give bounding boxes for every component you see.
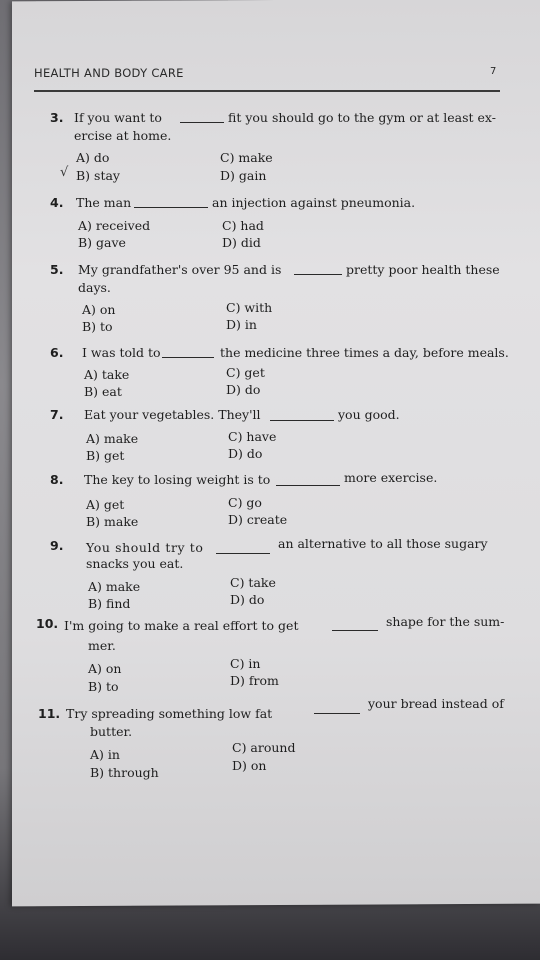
option-a: A) get — [86, 497, 125, 512]
question-text: an alternative to all those sugary — [278, 536, 488, 551]
question-number: 7. — [50, 407, 64, 422]
question-text: ercise at home. — [74, 128, 172, 143]
question-text: the medicine three times a day, before meals. — [220, 345, 509, 360]
option-d: D) do — [230, 592, 265, 607]
answer-blank — [294, 274, 342, 275]
answer-blank — [270, 420, 334, 421]
section-title: HEALTH AND BODY CARE — [34, 66, 184, 80]
option-c: C) had — [222, 218, 264, 233]
question-text: shape for the sum- — [386, 614, 505, 629]
question-number: 11. — [38, 706, 61, 721]
option-b: B) gave — [78, 235, 126, 250]
question-number: 6. — [50, 345, 64, 360]
answer-blank — [216, 553, 270, 554]
question-text: snacks you eat. — [86, 556, 184, 571]
answer-blank — [276, 485, 340, 486]
option-b: B) stay — [76, 168, 120, 183]
option-b: B) find — [88, 596, 131, 611]
question-text: The key to losing weight is to — [84, 472, 271, 487]
option-c: C) in — [230, 656, 261, 671]
option-d: D) did — [222, 235, 261, 250]
question-text: butter. — [90, 724, 133, 739]
page-number: 7 — [490, 66, 497, 77]
option-c: C) go — [228, 495, 262, 510]
question-text: days. — [78, 280, 111, 295]
option-b: B) through — [90, 765, 159, 780]
answer-blank — [180, 122, 224, 123]
question-text: The man — [76, 195, 132, 210]
option-a: A) on — [88, 661, 122, 676]
question-text: Try spreading something low fat — [66, 706, 273, 721]
option-c: C) with — [226, 300, 273, 315]
question-text: mer. — [88, 638, 116, 653]
question-number: 10. — [36, 616, 59, 631]
header-divider — [34, 90, 500, 92]
option-a: A) do — [76, 150, 110, 165]
option-b: B) make — [86, 514, 139, 529]
option-d: D) gain — [220, 168, 267, 183]
question-number: 5. — [50, 262, 64, 277]
option-a: A) in — [90, 747, 120, 762]
worksheet-page — [14, 0, 540, 810]
question-number: 3. — [50, 110, 64, 125]
question-number: 4. — [50, 195, 64, 210]
question-number: 9. — [50, 538, 64, 553]
question-text: I'm going to make a real effort to get — [64, 618, 299, 633]
option-b: B) to — [82, 319, 113, 334]
option-d: D) from — [230, 673, 279, 688]
option-d: D) on — [232, 758, 267, 773]
option-a: A) received — [78, 218, 151, 233]
question-number: 8. — [50, 472, 64, 487]
option-d: D) do — [226, 382, 261, 397]
option-b: B) to — [88, 679, 119, 694]
question-text: You should try to — [86, 540, 204, 555]
answer-blank — [134, 207, 208, 208]
option-c: C) have — [228, 429, 277, 444]
question-text: My grandfather's over 95 and is — [78, 262, 282, 277]
option-c: C) make — [220, 150, 273, 165]
question-text: your bread instead of — [368, 696, 504, 711]
option-a: A) take — [84, 367, 130, 382]
answer-blank — [332, 630, 378, 631]
check-mark: √ — [60, 165, 69, 180]
option-d: D) do — [228, 446, 263, 461]
option-a: A) make — [88, 579, 141, 594]
option-b: B) eat — [84, 384, 122, 399]
option-c: C) get — [226, 365, 265, 380]
question-text: an injection against pneumonia. — [212, 195, 416, 210]
option-c: C) around — [232, 740, 296, 755]
option-d: D) create — [228, 512, 288, 527]
answer-blank — [162, 357, 214, 358]
option-a: A) make — [86, 431, 139, 446]
option-a: A) on — [82, 302, 116, 317]
option-d: D) in — [226, 317, 257, 332]
question-text: you good. — [338, 407, 400, 422]
option-c: C) take — [230, 575, 276, 590]
question-text: If you want to — [74, 110, 162, 125]
question-text: fit you should go to the gym or at least ex- — [228, 110, 496, 125]
question-text: I was told to — [82, 345, 161, 360]
question-text: pretty poor health these — [346, 262, 500, 277]
answer-blank — [314, 713, 360, 714]
option-b: B) get — [86, 448, 125, 463]
question-text: more exercise. — [344, 470, 438, 485]
question-text: Eat your vegetables. They'll — [84, 407, 261, 422]
